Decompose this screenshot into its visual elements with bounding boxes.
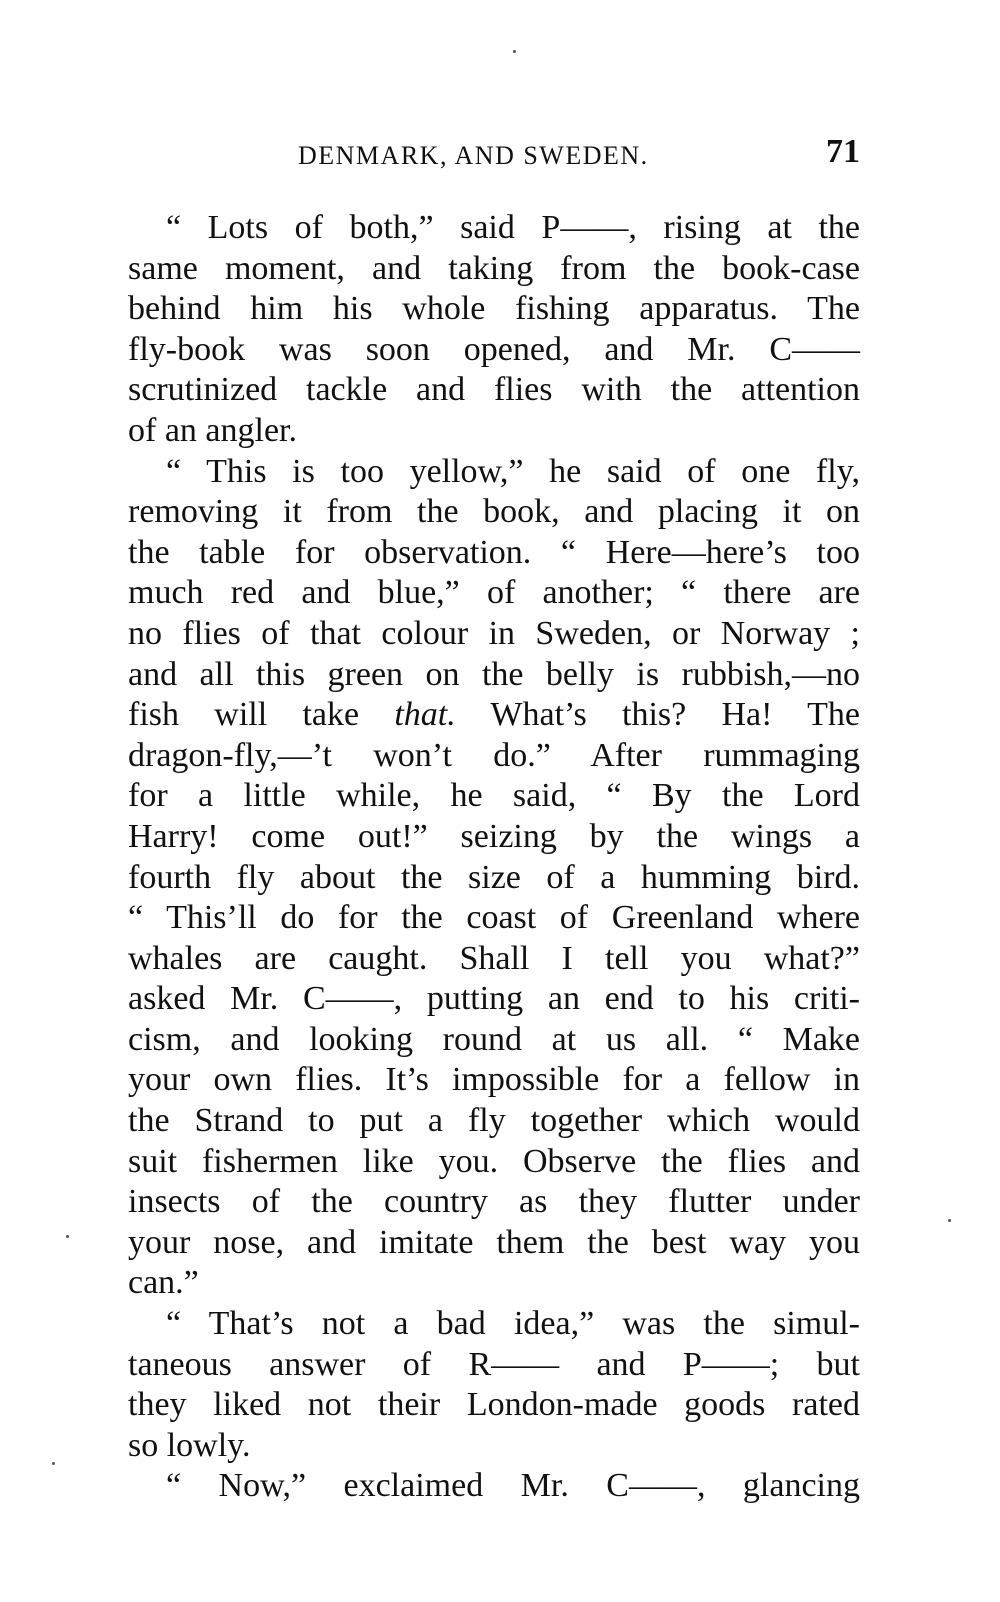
- paper-speck: [52, 1462, 55, 1465]
- paper-speck: [66, 1235, 69, 1238]
- text-line: fish will take that. What’s this? Ha! The: [128, 696, 860, 734]
- text-line: much red and blue,” of another; “ there are: [128, 574, 860, 612]
- text-line: cism, and looking round at us all. “ Make: [128, 1020, 860, 1058]
- text-line: “ This’ll do for the coast of Greenland where: [128, 899, 860, 937]
- paragraph-3: [128, 1304, 860, 1466]
- text-line: for a little while, he said, “ By the Lord: [128, 777, 860, 815]
- body-text: [128, 208, 860, 1507]
- text-line: can.”: [128, 1264, 199, 1302]
- text-line: taneous answer of R—— and P——; but: [128, 1345, 860, 1383]
- paragraph-1: [128, 208, 860, 452]
- text-line: insects of the country as they flutter under: [128, 1183, 860, 1221]
- text-line: behind him his whole fishing apparatus. The: [128, 290, 860, 328]
- page-header: [128, 133, 860, 183]
- text-line: removing it from the book, and placing it on: [128, 493, 860, 531]
- text-line: so lowly.: [128, 1426, 251, 1464]
- page-number: 71: [826, 133, 860, 170]
- text-line: asked Mr. C——, putting an end to his criti-: [128, 980, 860, 1018]
- text-line: same moment, and taking from the book-case: [128, 249, 860, 287]
- text-line: “ That’s not a bad idea,” was the simul-: [166, 1305, 860, 1343]
- paper-speck: [513, 50, 516, 53]
- text-line: and all this green on the belly is rubbish,—no: [128, 655, 860, 693]
- paper-speck: [948, 1219, 951, 1222]
- text-line: the table for observation. “ Here—here’s too: [128, 533, 860, 571]
- text-line: dragon-fly,—’t won’t do.” After rummaging: [128, 736, 860, 774]
- paragraph-2: [128, 452, 860, 1304]
- text-line: “ This is too yellow,” he said of one fly,: [166, 452, 860, 490]
- text-line: suit fishermen like you. Observe the flies and: [128, 1142, 860, 1180]
- running-title: DENMARK, AND SWEDEN.: [298, 141, 649, 170]
- emphasis: that.: [394, 696, 456, 734]
- text-line: Harry! come out!” seizing by the wings a: [128, 817, 860, 855]
- text-line: scrutinized tackle and flies with the attention: [128, 371, 860, 409]
- text-line: your own flies. It’s impossible for a fellow in: [128, 1061, 860, 1099]
- text-line: they liked not their London-made goods rated: [128, 1386, 860, 1424]
- text-line: the Strand to put a fly together which would: [128, 1102, 860, 1140]
- text-line: of an angler.: [128, 411, 297, 449]
- text-line: fourth fly about the size of a humming bird.: [128, 858, 860, 896]
- text-line: “ Now,” exclaimed Mr. C——, glancing: [166, 1467, 860, 1505]
- text-line: whales are caught. Shall I tell you what?”: [128, 939, 860, 977]
- text-line: fly-book was soon opened, and Mr. C——: [128, 330, 860, 368]
- paragraph-4: [128, 1466, 860, 1507]
- text-line: “ Lots of both,” said P——, rising at the: [166, 209, 860, 246]
- text-line: your nose, and imitate them the best way you: [128, 1223, 860, 1261]
- text-line: no flies of that colour in Sweden, or Norway ;: [128, 614, 860, 652]
